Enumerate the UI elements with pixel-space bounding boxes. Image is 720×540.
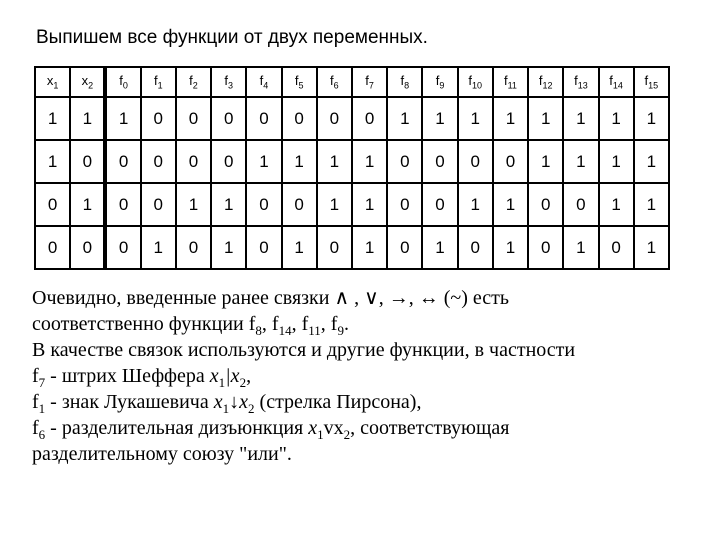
column-header [105,67,140,97]
table-cell: 0 [563,183,598,226]
table-cell: 0 [176,140,211,183]
column-header [563,67,598,97]
table-row [35,183,669,226]
table-cell: 1 [563,140,598,183]
table-cell: 0 [493,140,528,183]
column-header [352,67,387,97]
header-base: x [81,73,89,89]
table-cell: 1 [599,183,634,226]
text-line-1-content: Очевидно, введенные ранее связки ∧ , ∨, →, ↔ (~) есть [32,287,510,309]
header-base: f [224,73,228,89]
subscript: 1 [218,375,226,390]
table-cell: 0 [176,97,211,140]
header-base: f [294,73,299,89]
table-cell: 1 [493,97,528,140]
table-cell: 1 [141,226,176,269]
text-fragment: (стрелка Пирсона), [254,391,422,413]
variable: x [308,417,318,439]
header-base: f [189,73,193,89]
table-cell: 1 [634,97,669,140]
table-cell: 0 [387,183,422,226]
table-cell: 1 [352,226,387,269]
header-base: f [468,73,473,89]
table-cell: 1 [352,140,387,183]
variable: x [213,391,223,413]
text-line-1 [32,285,692,311]
text-fragment: , f [320,313,338,335]
variable: x [239,391,249,413]
table-cell: 1 [282,140,317,183]
column-header [528,67,563,97]
subscript: 2 [343,427,351,442]
header-base: f [435,73,440,89]
text-fragment: соответственно функции f [32,313,256,335]
header-subscript: 13 [577,80,588,91]
table-cell: 0 [317,226,352,269]
table-cell: 1 [493,183,528,226]
header-subscript: 8 [404,80,410,91]
column-header [493,67,528,97]
text-fragment: f [32,417,39,439]
text-line-3 [32,337,692,363]
text-fragment: - разделительная дизъюнкция [45,417,309,439]
table-cell: 0 [246,183,281,226]
operator-symbol: ↓ [229,391,240,413]
subscript: 7 [38,375,46,390]
text-line-4 [32,363,692,389]
header-subscript: 2 [88,80,94,91]
table-cell: 0 [105,226,140,269]
column-header [458,67,493,97]
subscript: 11 [308,323,321,338]
text-line-5 [32,389,692,415]
header-base: f [503,73,508,89]
header-subscript: 15 [648,80,659,91]
column-header [246,67,281,97]
table-cell: 1 [563,97,598,140]
table-row [35,226,669,269]
variable: x [209,365,219,387]
subscript: 6 [38,427,46,442]
table-cell: 0 [70,226,105,269]
subscript: 8 [255,323,262,338]
table-cell: 0 [105,183,140,226]
table-cell: 1 [246,140,281,183]
text-fragment: f [32,365,39,387]
subscript: 1 [222,401,230,416]
table-cell: 1 [105,97,140,140]
operator-symbol: | [225,365,231,387]
header-subscript: 12 [542,80,553,91]
header-subscript: 6 [333,80,339,91]
column-header [317,67,352,97]
column-header [70,67,105,97]
table-cell: 1 [35,140,70,183]
table-header-row [35,67,669,97]
text-fragment: f [32,391,39,413]
subscript: 14 [278,323,292,338]
table-cell: 1 [35,97,70,140]
header-base: f [644,73,649,89]
header-subscript: 5 [298,80,304,91]
explanation-text [32,285,692,467]
table-cell: 0 [141,97,176,140]
truth-table [34,66,670,270]
header-base: f [330,73,334,89]
table-cell: 0 [599,226,634,269]
header-base: f [119,73,123,89]
table-cell: 0 [528,183,563,226]
text-fragment: , [246,365,252,387]
header-base: x [46,73,54,89]
table-cell: 0 [246,97,281,140]
header-base: f [365,73,369,89]
table-cell: 0 [317,97,352,140]
header-subscript: 1 [157,80,163,91]
column-header [35,67,70,97]
header-base: f [400,73,405,89]
column-header [422,67,457,97]
table-cell: 1 [634,183,669,226]
header-subscript: 10 [472,80,483,91]
text-fragment: . [343,313,349,335]
table-cell: 1 [317,183,352,226]
table-cell: 1 [352,183,387,226]
table-row [35,140,669,183]
table-cell: 1 [176,183,211,226]
text-fragment: , соответствующая [350,417,510,439]
table-cell: 1 [317,140,352,183]
table-cell: 0 [352,97,387,140]
table-cell: 0 [458,140,493,183]
table-cell: 0 [70,140,105,183]
table-row [35,97,669,140]
table-cell: 0 [422,183,457,226]
column-header [282,67,317,97]
table-cell: 1 [211,226,246,269]
subscript: 2 [239,375,247,390]
table-cell: 0 [176,226,211,269]
table-cell: 1 [493,226,528,269]
column-header [634,67,669,97]
table-cell: 1 [458,183,493,226]
header-base: f [538,73,543,89]
header-subscript: 14 [612,80,623,91]
header-subscript: 9 [439,80,445,91]
subscript: 2 [248,401,255,416]
subscript: 1 [38,401,46,416]
header-subscript: 7 [368,80,374,91]
header-base: f [259,73,264,89]
page-title: Выпишем все функции от двух переменных. [36,27,428,48]
text-line-7-content: разделительному союзу "или". [32,443,292,465]
table-cell: 1 [634,140,669,183]
table-cell: 0 [211,97,246,140]
header-subscript: 4 [263,80,269,91]
table-cell: 0 [141,183,176,226]
header-base: f [609,73,613,89]
table-cell: 0 [35,226,70,269]
text-fragment: , f [261,313,279,335]
table-cell: 1 [282,226,317,269]
table-cell: 1 [528,140,563,183]
table-cell: 1 [422,97,457,140]
table-cell: 1 [211,183,246,226]
table-cell: 1 [634,226,669,269]
table-cell: 0 [458,226,493,269]
column-header [599,67,634,97]
table-cell: 1 [70,97,105,140]
table-cell: 1 [599,140,634,183]
table-cell: 0 [282,183,317,226]
table-cell: 0 [141,140,176,183]
table-cell: 0 [528,226,563,269]
table-cell: 1 [387,97,422,140]
table-cell: 1 [458,97,493,140]
header-subscript: 1 [53,80,59,91]
column-header [141,67,176,97]
text-fragment: , f [291,313,309,335]
table-cell: 1 [70,183,105,226]
table-cell: 0 [387,140,422,183]
table-cell: 0 [387,226,422,269]
header-subscript: 0 [122,80,128,91]
header-base: f [153,73,158,89]
table-cell: 0 [422,140,457,183]
header-subscript: 2 [192,80,198,91]
subscript: 1 [317,427,324,442]
text-fragment: - знак Лукашевича [45,391,214,413]
text-line-2 [32,311,692,337]
table-cell: 0 [35,183,70,226]
table-cell: 0 [282,97,317,140]
column-header [176,67,211,97]
variable: x [230,365,240,387]
column-header [387,67,422,97]
operator-symbol: vx [323,417,344,439]
table-cell: 1 [599,97,634,140]
table-cell: 0 [246,226,281,269]
table-cell: 1 [528,97,563,140]
table-cell: 0 [105,140,140,183]
subscript: 9 [337,323,344,338]
table-cell: 1 [422,226,457,269]
header-base: f [574,73,578,89]
table-cell: 1 [563,226,598,269]
text-line-7 [32,441,692,467]
text-line-6 [32,415,692,441]
text-line-3-content: В качестве связок используются и другие функции, в частности [32,339,576,361]
table-body [35,97,669,269]
header-subscript: 3 [228,80,234,91]
column-header [211,67,246,97]
text-fragment: - штрих Шеффера [45,365,210,387]
table-cell: 0 [211,140,246,183]
header-subscript: 11 [507,80,517,91]
